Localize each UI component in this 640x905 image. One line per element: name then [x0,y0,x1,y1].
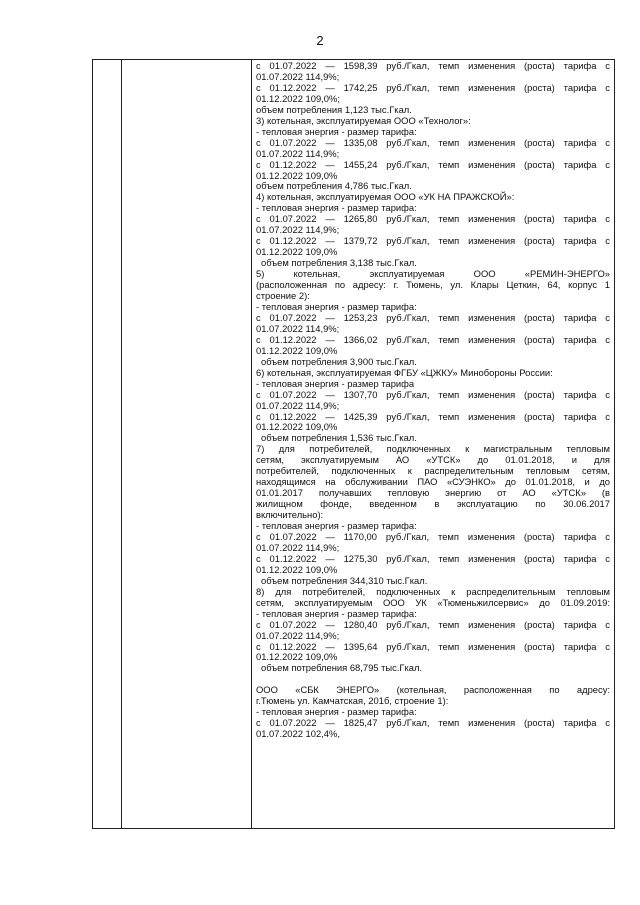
text-line: объем потребления 1,536 тыс.Гкал. [261,432,417,444]
text-line: с 01.07.2022 — 1170,00 руб./Гкал, темп изменения (роста) тарифа с [256,530,610,542]
text-line: с 01.07.2022 — 1335,08 руб./Гкал, темп изменения (роста) тарифа с [256,136,610,148]
document-table [92,59,615,829]
text-line: - тепловая энергия - размер тарифа: [256,202,417,214]
text-line: с 01.07.2022 — 1265,80 руб./Гкал, темп изменения (роста) тарифа с [256,213,610,225]
text-line: потребителей, подключенных к распределительным тепловым сетям, [256,465,610,477]
text-line: (расположенная по адресу: г. Тюмень, ул. Клары Цеткин, 64, корпус 1 [256,279,610,291]
text-line: - тепловая энергия - размер тарифа: [256,706,417,718]
text-line: - тепловая энергия - размер тарифа: [256,520,417,532]
text-line: 01.12.2022 109,0% [256,651,338,663]
text-line: с 01.07.2022 — 1598,39 руб./Гкал, темп изменения (роста) тарифа с [256,60,610,71]
text-line: 01.12.2022 109,0% [256,169,338,181]
text-line: 7) для потребителей, подключенных к магистральным тепловым [256,443,610,455]
text-line: объем потребления 3,138 тыс.Гкал. [261,257,417,269]
text-line: 01.07.2022 114,9%; [256,224,340,236]
table-column-divider [121,60,122,828]
text-line: - тепловая энергия - размер тарифа: [256,607,417,619]
text-line: с 01.12.2022 — 1395,64 руб./Гкал, темп изменения (роста) тарифа с [256,640,610,652]
text-line: с 01.12.2022 — 1742,25 руб./Гкал, темп изменения (роста) тарифа с [256,81,610,93]
text-line: 01.01.2017 получавших тепловую энергию от АО «УТСК» (в [256,487,610,499]
text-line: 01.07.2022 114,9%; [256,541,340,553]
text-line: 6) котельная, эксплуатируемая ФГБУ «ЦЖКУ» Минобороны России: [256,366,553,378]
text-line: 01.07.2022 114,9%; [256,629,340,641]
text-line: сетям, эксплуатируемым ООО УК «Тюменьжилсервис» до 01.09.2019: [256,596,610,608]
text-line: г.Тюмень ул. Камчатская, 201б, строение 1): [256,695,449,707]
text-line: 01.07.2022 114,9%; [256,399,340,411]
text-line: 01.07.2022 102,4%, [256,728,340,740]
text-line: с 01.07.2022 — 1825,47 руб./Гкал, темп изменения (роста) тарифа с [256,717,610,729]
text-line: с 01.12.2022 — 1455,24 руб./Гкал, темп изменения (роста) тарифа с [256,158,610,170]
text-line: с 01.07.2022 — 1280,40 руб./Гкал, темп изменения (роста) тарифа с [256,618,610,630]
text-line: объем потребления 344,310 тыс.Гкал. [261,574,428,586]
text-line: включительно): [256,509,324,521]
text-line: с 01.12.2022 — 1379,72 руб./Гкал, темп изменения (роста) тарифа с [256,235,610,247]
text-line: - тепловая энергия - размер тарифа [256,377,415,389]
text-line: с 01.12.2022 — 1366,02 руб./Гкал, темп изменения (роста) тарифа с [256,333,610,345]
text-line: 01.12.2022 109,0% [256,344,338,356]
text-line: - тепловая энергия - размер тарифа: [256,125,417,137]
table-cell-text [256,61,610,740]
text-line: 3) котельная, эксплуатируемая ООО «Технолог»: [256,114,471,126]
text-line: 01.07.2022 114,9%; [256,70,340,82]
text-line: 01.07.2022 114,9%; [256,322,340,334]
text-line: находящимся на обслуживании ПАО «СУЭНКО» до 01.01.2018, и до [256,476,610,488]
text-line: сетям, эксплуатируемым АО «УТСК» до 01.01.2018, и для [256,454,610,466]
text-line: объем потребления 3,900 тыс.Гкал. [261,355,417,367]
text-line: объем потребления 4,786 тыс.Гкал. [256,180,412,192]
text-line: - тепловая энергия - размер тарифа: [256,300,417,312]
text-line: с 01.12.2022 — 1275,30 руб./Гкал, темп изменения (роста) тарифа с [256,552,610,564]
text-line: объем потребления 1,123 тыс.Гкал. [256,103,412,115]
text-line: 01.12.2022 109,0% [256,246,338,258]
text-line: с 01.12.2022 — 1425,39 руб./Гкал, темп изменения (роста) тарифа с [256,410,610,422]
text-line: 5) котельная, эксплуатируемая ООО «РЕМИН-ЭНЕРГО» [256,268,610,280]
text-line: жилищном фонде, введенном в эксплуатацию по 30.06.2017 [256,498,610,510]
text-line: 4) котельная, эксплуатируемая ООО «УК НА ПРАЖСКОЙ»: [256,191,515,203]
text-line: с 01.07.2022 — 1307,70 руб./Гкал, темп изменения (роста) тарифа с [256,388,610,400]
text-line: строение 2): [256,290,310,302]
text-line: 01.07.2022 114,9%; [256,147,340,159]
text-line: с 01.07.2022 — 1253,23 руб./Гкал, темп изменения (роста) тарифа с [256,311,610,323]
table-column-divider [251,60,252,828]
text-line: 8) для потребителей, подключенных к распределительным тепловым [256,585,610,597]
text-line: 01.12.2022 109,0%; [256,92,340,104]
text-line: 01.12.2022 109,0% [256,421,338,433]
text-line: 01.12.2022 109,0% [256,563,338,575]
text-line: объем потребления 68,795 тыс.Гкал. [261,662,423,674]
page-number: 2 [316,33,324,48]
text-line: ООО «СБК ЭНЕРГО» (котельная, расположенная по адресу: [256,684,610,696]
